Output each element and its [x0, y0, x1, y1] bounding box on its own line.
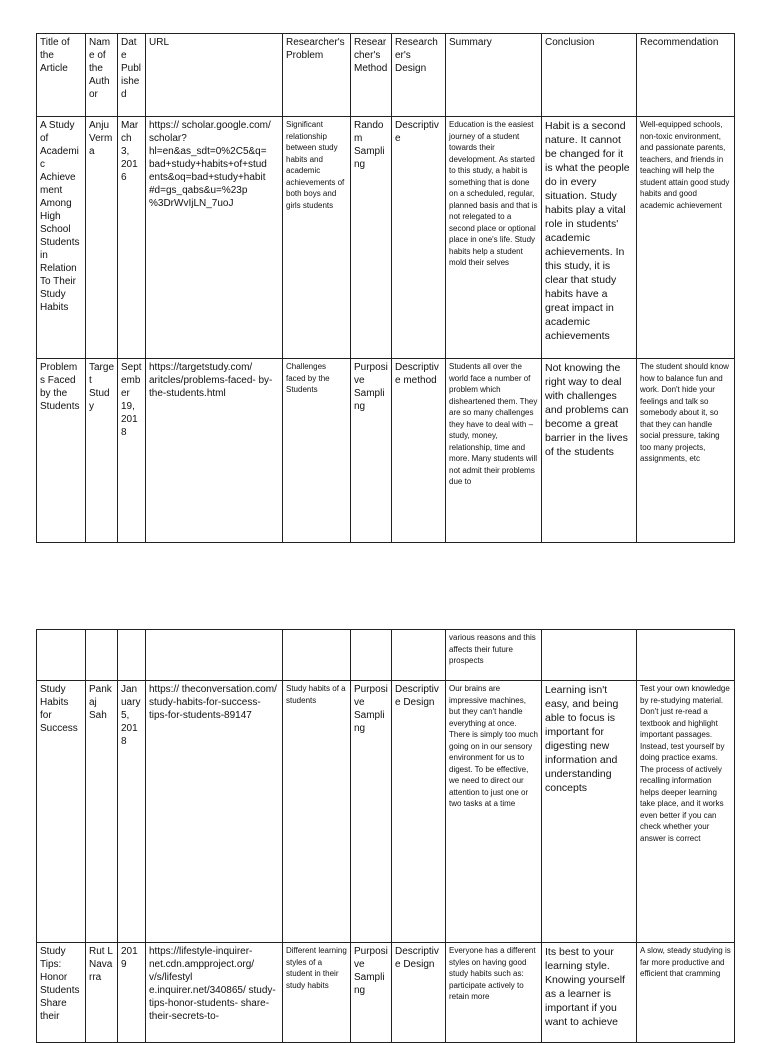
cell-recommendation: A slow, steady studying is far more productive and efficient that cramming: [637, 943, 735, 1043]
header-author: Name of the Author: [86, 34, 118, 117]
review-table-page-2: [36, 629, 735, 1043]
cell-design: Descriptive Design: [392, 681, 446, 943]
review-table-page-1: [36, 33, 735, 543]
cell-summary: Everyone has a different styles on having good study habits such as: participate actively to retain more: [446, 943, 542, 1043]
cell-date: 2019: [118, 943, 146, 1043]
cell-url: https://targetstudy.com/ aritcles/problems-faced- by-the-students.html: [146, 359, 283, 543]
header-summary: Summary: [446, 34, 542, 117]
cell-date: September 19, 2018: [118, 359, 146, 543]
cell-summary: Our brains are impressive machines, but they can't handle everything at once. There is simply too much going on in our sensory environment for us to digest. To be effective, we need to direct our attention to just one or two tasks at a time: [446, 681, 542, 943]
cell-conclusion: Its best to your learning style. Knowing yourself as a learner is important if you want to achieve: [542, 943, 637, 1043]
header-method: Researcher's Method: [351, 34, 392, 117]
cell-author: Pankaj Sah: [86, 681, 118, 943]
cell-title: Study Tips: Honor Students Share their: [37, 943, 86, 1043]
header-title: Title of the Article: [37, 34, 86, 117]
cell-method: [351, 630, 392, 681]
cell-design: Descriptive method: [392, 359, 446, 543]
cell-problem: Different learning styles of a student in their study habits: [283, 943, 351, 1043]
cell-summary: Students all over the world face a number of problem which disheartened them. They are so many challenges they have to deal with – study, money, relationship, time and more. Many students will not admit their problems due to: [446, 359, 542, 543]
header-date: Date Published: [118, 34, 146, 117]
cell-recommendation: [637, 630, 735, 681]
cell-problem: Significant relationship between study habits and academic achievements of both boys and girls students: [283, 117, 351, 359]
cell-recommendation: Test your own knowledge by re-studying material. Don't just re-read a textbook and highlight important passages. Instead, test yourself by doing practice exams. The process of actively recalling information helps deeper learning take place, and it works even better if you can check whether your answer is correct: [637, 681, 735, 943]
cell-url: https:// scholar.google.com/ scholar? hl=en&as_sdt=0%2C5&q= bad+study+habits+of+stud ents&oq=bad+study+habit #d=gs_qabs&u=%23p %3DrWvIjLN_7uoJ: [146, 117, 283, 359]
header-design: Research er's Design: [392, 34, 446, 117]
cell-url: https:// theconversation.com/ study-habits-for-success- tips-for-students-89147: [146, 681, 283, 943]
cell-design: Descriptive Design: [392, 943, 446, 1043]
table-row: [37, 943, 735, 1043]
cell-title: [37, 630, 86, 681]
cell-url: https://lifestyle-inquirer- net.cdn.ampproject.org/ v/s/lifestyl e.inquirer.net/340865/ study-tips-honor-students- share-their-secrets-to-: [146, 943, 283, 1043]
cell-author: Target Study: [86, 359, 118, 543]
cell-method: Purposive Sampling: [351, 359, 392, 543]
table-row: [37, 681, 735, 943]
cell-recommendation: The student should know how to balance fun and work. Don't hide your feelings and talk so somebody about it, so that they can handle social pressure, taking too many projects, assignments, etc: [637, 359, 735, 543]
cell-problem: [283, 630, 351, 681]
cell-summary: Education is the easiest journey of a student towards their development. As started to this study, a habit is something that is done on a scheduled, regular, planned basis and that is not relegated to a second place or optional place in one's life. Study habits help a student mold their selves: [446, 117, 542, 359]
cell-author: [86, 630, 118, 681]
cell-author: Rut L Navarra: [86, 943, 118, 1043]
header-recommendation: Recommendation: [637, 34, 735, 117]
header-row: [37, 34, 735, 117]
header-conclusion: Conclusion: [542, 34, 637, 117]
cell-conclusion: Not knowing the right way to deal with challenges and problems can become a great barrier in the lives of the students: [542, 359, 637, 543]
cell-title: A Study of Academic Achievement Among High School Students in Relation To Their Study Habits: [37, 117, 86, 359]
header-url: URL: [146, 34, 283, 117]
cell-conclusion: Learning isn't easy, and being able to focus is important for digesting new information and understanding concepts: [542, 681, 637, 943]
cell-url: [146, 630, 283, 681]
continuation-row: [37, 630, 735, 681]
cell-author: Anju Verma: [86, 117, 118, 359]
cell-conclusion: Habit is a second nature. It cannot be changed for it is what the people do in every situation. Study habits play a vital role in students' academic achievements. In this study, it is clear that study habits have a great impact in academic achievements: [542, 117, 637, 359]
cell-problem: Challenges faced by the Students: [283, 359, 351, 543]
cell-design: [392, 630, 446, 681]
cell-title: Problems Faced by the Students: [37, 359, 86, 543]
cell-method: Purposive Sampling: [351, 681, 392, 943]
cell-design: Descriptive: [392, 117, 446, 359]
cell-problem: Study habits of a students: [283, 681, 351, 943]
table-row: [37, 117, 735, 359]
table-row: [37, 359, 735, 543]
cell-date: March 3, 2016: [118, 117, 146, 359]
header-problem: Researcher's Problem: [283, 34, 351, 117]
cell-conclusion: [542, 630, 637, 681]
cell-method: Purposive Sampling: [351, 943, 392, 1043]
cell-method: Random Sampling: [351, 117, 392, 359]
cell-date: [118, 630, 146, 681]
cell-date: January 5, 2018: [118, 681, 146, 943]
cell-recommendation: Well-equipped schools, non-toxic environment, and passionate parents, teachers, and friends in teaching will help the student attain good study habits and good academic achievement: [637, 117, 735, 359]
cell-title: Study Habits for Success: [37, 681, 86, 943]
cell-summary: various reasons and this affects their future prospects: [446, 630, 542, 681]
